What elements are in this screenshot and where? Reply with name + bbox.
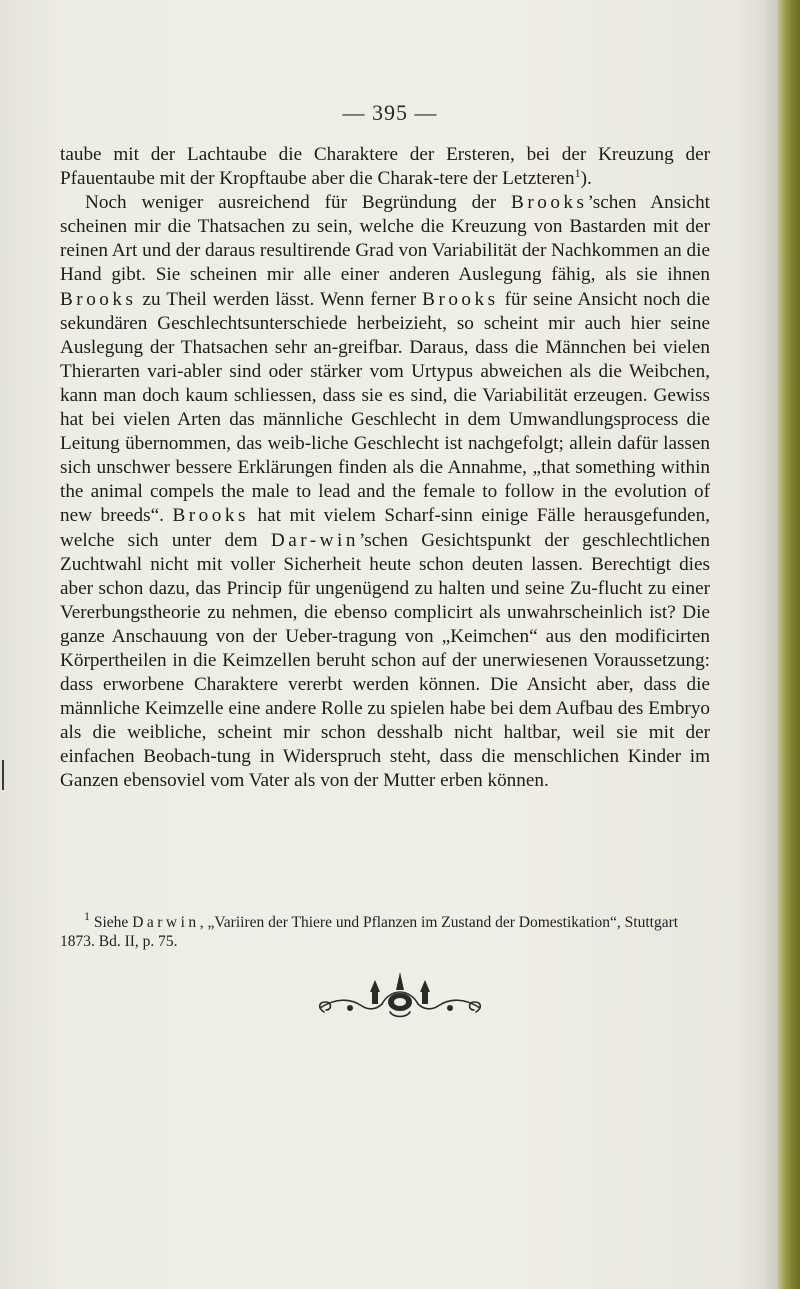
author-name: Dar-win [270,529,359,551]
footnote-pre: Siehe [90,914,133,931]
paragraph-2-text: Noch weniger ausreichend für Begründung der [85,192,512,214]
author-name: Brooks [172,505,249,527]
footnote-ref: 1 [574,166,581,181]
margin-mark [2,760,4,790]
page-number: — 395 — [342,100,438,125]
paragraph-2-text: für seine Ansicht noch die sekundären Geschlechtsunterschiede herbeizieht, so scheint mir auch hier seine Auslegung der Thatsachen sehr an-greifbar. Daraus, dass die Männchen bei vielen Thierarten vari-abler sind oder stärker vom Urtypus abweichen als die Weibchen, kann man doch kaum schliessen, dass sie es sind, die Variabilität erzeugen. Gewiss hat bei vielen Arten das männliche Geschlecht in dem Umwandlungsprocess die Leitung übernommen, das weib-liche Geschlecht ist nachgefolgt; allein dafür lassen sich unschwer bessere Erklärungen finden als die Annahme, „that something within the animal compels the male to lead and the female to follow in the evolution of new breeds“. [60,288,710,527]
page-edge-shadow [764,0,778,1289]
paragraph-2-text: zu Theil werden lässt. Wenn ferner [136,288,423,310]
book-edge [778,0,800,1289]
paragraph-1 [60,143,710,191]
paragraph-1-text: taube mit der Lachtaube die Charaktere der Ersteren, bei der Kreuzung der Pfauentaube mit der Kropftaube aber die Charak-tere der Letzteren [60,144,710,190]
footnote-number: 1 [84,909,90,923]
author-name: Brooks [511,192,588,214]
footnote [60,909,710,951]
footnote-author: Darwin [132,914,200,931]
footnote-text [60,909,710,951]
main-text [60,143,710,794]
printers-ornament-icon [310,968,490,1022]
paragraph-2-text: ’schen Ansicht scheinen mir die Thatsachen zu sein, welche die Kreuzung von Bastarden mit der reinen Art und der daraus resultirende Grad von Variabilität der Nachkommen an die Hand gibt. Sie scheinen mir alle einer anderen Auslegung fähig, als sie ihnen [60,192,710,286]
author-name: Brooks [422,288,499,310]
paragraph-1-tail: ). [580,168,592,190]
paragraph-2-text: hat mit vielem Scharf-sinn einige Fälle herausgefunden, welche sich unter dem [60,505,710,551]
paragraph-2 [60,191,710,793]
paragraph-2-text: ’schen Gesichtspunkt der geschlechtlichen Zuchtwahl nicht mit voller Sicherheit heute schon deuten lassen. Berechtigt dies aber schon dazu, das Princip für ungenügend zu halten und seine Zu-flucht zu einer Vererbungstheorie zu nehmen, die ebenso complicirt als unwahrscheinlich ist? Die ganze Anschauung von der Ueber-tragung von „Keimchen“ aus den modificirten Körpertheilen in die Keimzellen beruht schon auf der unerwiesenen Voraussetzung: dass erworbene Charaktere vererbt werden können. Die Ansicht aber, dass die männliche Keimzelle eine andere Rolle zu spielen habe bei dem Aufbau des Embryo als die weibliche, scheint mir schon desshalb nicht haltbar, weil sie mit der einfachen Beobach-tung in Widerspruch steht, dass die menschlichen Kinder im Ganzen ebensoviel vom Vater als von der Mutter erben können. [60,529,711,792]
footnote-citation: , „Variiren der Thiere und Pflanzen im Zustand der Domestikation“, Stuttgart 1873. Bd. II, p. 75. [60,914,679,950]
author-name: Brooks [60,288,137,310]
